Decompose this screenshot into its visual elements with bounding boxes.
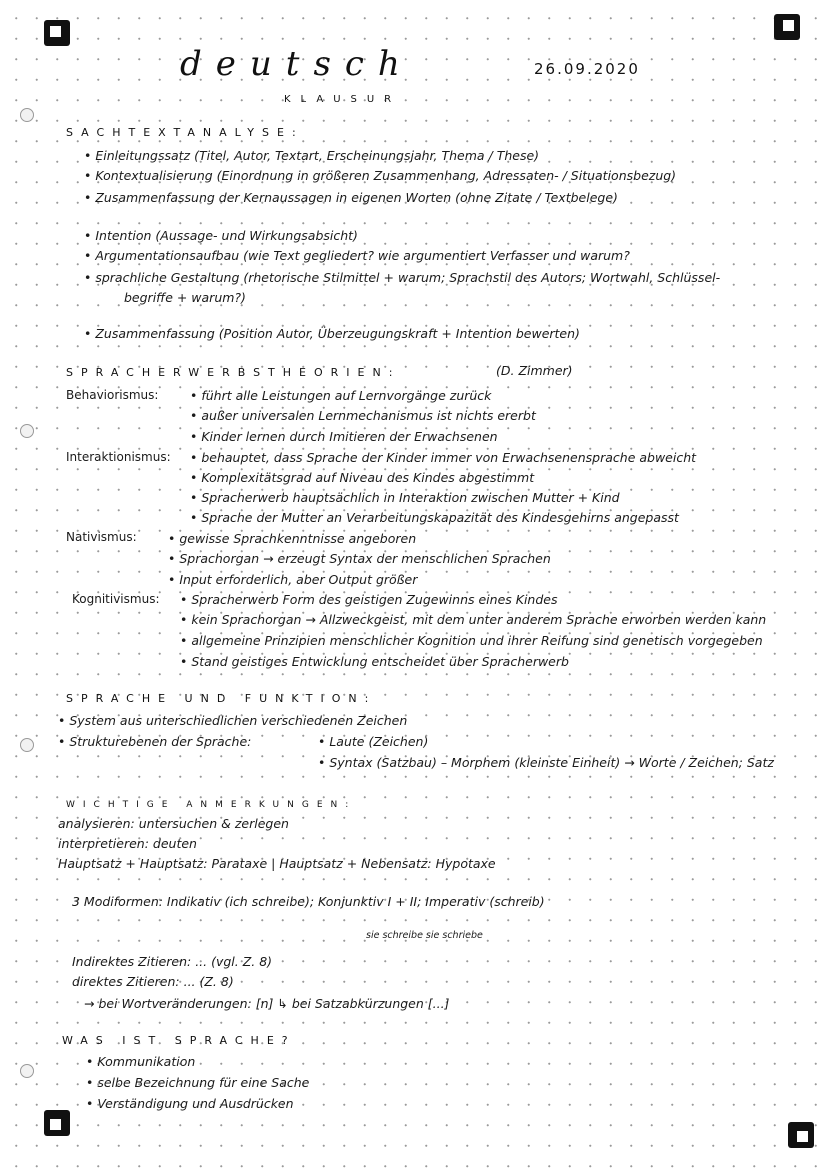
author-note: (D. Zimmer) [496, 363, 573, 378]
note-line: → bei Wortveränderungen: [n] ↳ bei Satzabkürzungen [...] [84, 996, 450, 1011]
list-item: • Kinder lernen durch Imitieren der Erwachsenen [190, 429, 498, 444]
list-item: • Spracherwerb hauptsächlich in Interaktion zwischen Mutter + Kind [190, 490, 620, 505]
page-title: deutsch [180, 44, 414, 84]
theory-label-interaktionismus: Interaktionismus: [66, 450, 171, 464]
list-item: • Intention (Aussage- und Wirkungsabsicht) [84, 228, 358, 243]
note-annotation: sie schreibe sie schriebe [366, 930, 483, 941]
note-line: analysieren: untersuchen & zerlegen [58, 816, 289, 831]
corner-marker-icon [44, 20, 70, 46]
list-item: • behauptet, dass Sprache der Kinder immer von Erwachsenensprache abweicht [190, 450, 697, 465]
page-subtitle: KLAUSUR [284, 94, 402, 105]
list-item: • Zusammenfassung (Position Autor, Überzeugungskraft + Intention bewerten) [84, 326, 580, 341]
note-line: Indirektes Zitieren: ... (vgl. Z. 8) [72, 954, 273, 969]
list-item: • führt alle Leistungen auf Lernvorgänge zurück [190, 388, 492, 403]
list-item: • Zusammenfassung der Kernaussagen in eigenen Worten (ohne Zitate / Textbelege) [84, 190, 618, 205]
list-item: • Kontextualisierung (Einordnung in größeren Zusammenhang, Adressaten- / Situationsbezug) [84, 168, 677, 183]
list-item: • Strukturebenen der Sprache: [58, 734, 252, 749]
list-item: • System aus unterschiedlichen verschiedenen Zeichen [58, 713, 408, 728]
theory-label-behaviorismus: Behaviorismus: [66, 388, 159, 402]
list-item: • Sprachorgan → erzeugt Syntax der menschlichen Sprachen [168, 551, 551, 566]
punch-hole-icon [20, 108, 34, 122]
corner-marker-icon [44, 1110, 70, 1136]
theory-label-nativismus: Nativismus: [66, 530, 137, 544]
section-heading-sachtextanalyse: SACHTEXTANALYSE: [66, 126, 304, 139]
punch-hole-icon [20, 424, 34, 438]
corner-marker-icon [774, 14, 800, 40]
list-item: • Spracherwerb Form des geistigen Zugewinns eines Kindes [180, 592, 558, 607]
list-item: • außer universalen Lernmechanismus ist nichts ererbt [190, 408, 536, 423]
note-line: 3 Modiformen: Indikativ (ich schreibe); Konjunktiv I + II; Imperativ (schreib) [72, 894, 545, 909]
list-item: • Stand geistiges Entwicklung entscheidet über Spracherwerb [180, 654, 569, 669]
list-item: • gewisse Sprachkenntnisse angeboren [168, 531, 417, 546]
list-item: • Argumentationsaufbau (wie Text gegliedert? wie argumentiert Verfasser und warum? [84, 248, 630, 263]
list-item: • sprachliche Gestaltung (rhetorische Stilmittel + warum; Sprachstil des Autors; Wortwahl, Schlüssel- [84, 270, 721, 285]
corner-marker-icon [788, 1122, 814, 1148]
punch-hole-icon [20, 738, 34, 752]
list-item: • Kommunikation [86, 1054, 196, 1069]
list-item: • Syntax (Satzbau) – Morphem (kleinste Einheit) → Worte / Zeichen; Satz [318, 755, 774, 770]
note-line: Hauptsatz + Hauptsatz: Parataxe | Hauptsatz + Nebensatz: Hypotaxe [58, 856, 496, 871]
punch-hole-icon [20, 1064, 34, 1078]
list-item: • Sprache der Mutter an Verarbeitungskapazität des Kindesgehirns angepasst [190, 510, 679, 525]
list-item: • Einleitungssatz (Titel, Autor, Textart, Erscheinungsjahr, Thema / These) [84, 148, 540, 163]
section-heading-sprache-und-funktion: SPRACHE UND FUNKTION: [66, 692, 377, 705]
section-heading-wichtige-anmerkungen: WICHTIGE ANMERKUNGEN: [66, 800, 357, 810]
list-item: • Laute (Zeichen) [318, 734, 429, 749]
section-heading-spracherwerbstheorien: SPRACHERWERBSTHEORIEN: [66, 366, 401, 379]
list-item: • Komplexitätsgrad auf Niveau des Kindes abgestimmt [190, 470, 535, 485]
date-label: 26.09.2020 [534, 60, 640, 78]
list-item: • Verständigung und Ausdrücken [86, 1096, 294, 1111]
note-line: interpretieren: deuten [58, 836, 197, 851]
note-line: direktes Zitieren: ... (Z. 8) [72, 974, 234, 989]
list-item: • selbe Bezeichnung für eine Sache [86, 1075, 310, 1090]
section-heading-was-ist-sprache: WAS IST SPRACHE? [62, 1034, 296, 1047]
theory-label-kognitivismus: Kognitivismus: [72, 592, 160, 606]
list-item: begriffe + warum?) [124, 290, 246, 305]
list-item: • kein Sprachorgan → Allzweckgeist, mit dem unter anderem Sprache erworben werden kann [180, 612, 767, 627]
list-item: • allgemeine Prinzipien menschlicher Kognition und ihrer Reifung sind genetisch vorgegeben [180, 633, 763, 648]
list-item: • Input erforderlich, aber Output größer [168, 572, 418, 587]
